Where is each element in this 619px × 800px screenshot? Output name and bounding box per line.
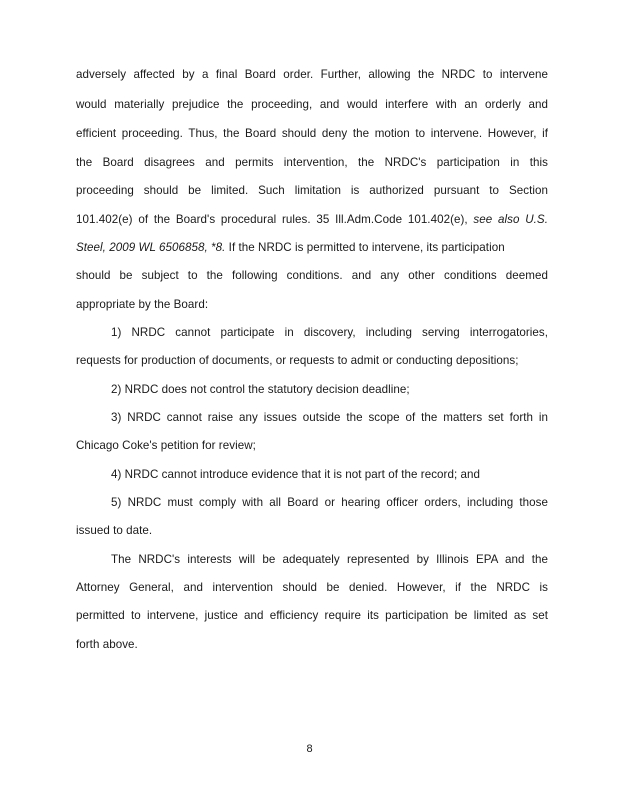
page-number: 8	[306, 743, 313, 755]
paragraph-line-7-text: If the NRDC is permitted to intervene, its participation	[225, 241, 505, 254]
paragraph-line-1: adversely affected by a final Board order. Further, allowing the NRDC to intervene	[76, 68, 548, 81]
citation-signal: see also U.S.	[473, 213, 548, 226]
condition-1-line-1: 1) NRDC cannot participate in discovery, including serving interrogatories,	[111, 326, 548, 339]
condition-1-line-2: requests for production of documents, or requests to admit or conducting depositions;	[76, 354, 519, 367]
condition-3-line-2: Chicago Coke's petition for review;	[76, 439, 256, 452]
conclusion-line-2: Attorney General, and intervention should be denied. However, if the NRDC is	[76, 581, 548, 594]
condition-5-line-1: 5) NRDC must comply with all Board or hearing officer orders, including those	[111, 496, 548, 509]
conclusion-line-1: The NRDC's interests will be adequately represented by Illinois EPA and the	[111, 553, 548, 566]
citation-reference: Steel, 2009 WL 6506858, *8.	[76, 241, 226, 254]
paragraph-line-2: would materially prejudice the proceeding, and would interfere with an orderly and	[76, 98, 548, 111]
paragraph-line-6-text: 101.402(e) of the Board's procedural rules. 35 Ill.Adm.Code 101.402(e),	[76, 213, 474, 226]
condition-4: 4) NRDC cannot introduce evidence that it is not part of the record; and	[111, 468, 481, 481]
paragraph-line-5: proceeding should be limited. Such limitation is authorized pursuant to Section	[76, 184, 548, 197]
conclusion-line-3: permitted to intervene, justice and efficiency require its participation be limited as set	[76, 609, 548, 622]
condition-5-line-2: issued to date.	[76, 524, 153, 537]
paragraph-line-9: appropriate by the Board:	[76, 298, 209, 311]
paragraph-line-4: the Board disagrees and permits intervention, the NRDC's participation in this	[76, 156, 548, 169]
paragraph-line-7	[76, 241, 548, 255]
paragraph-line-8: should be subject to the following conditions. and any other conditions deemed	[76, 269, 548, 282]
paragraph-line-6	[76, 213, 548, 227]
condition-2: 2) NRDC does not control the statutory decision deadline;	[111, 383, 410, 396]
conclusion-line-4: forth above.	[76, 638, 138, 651]
condition-3-line-1: 3) NRDC cannot raise any issues outside the scope of the matters set forth in	[111, 411, 548, 424]
paragraph-line-3: efficient proceeding. Thus, the Board should deny the motion to intervene. However, if	[76, 127, 548, 140]
